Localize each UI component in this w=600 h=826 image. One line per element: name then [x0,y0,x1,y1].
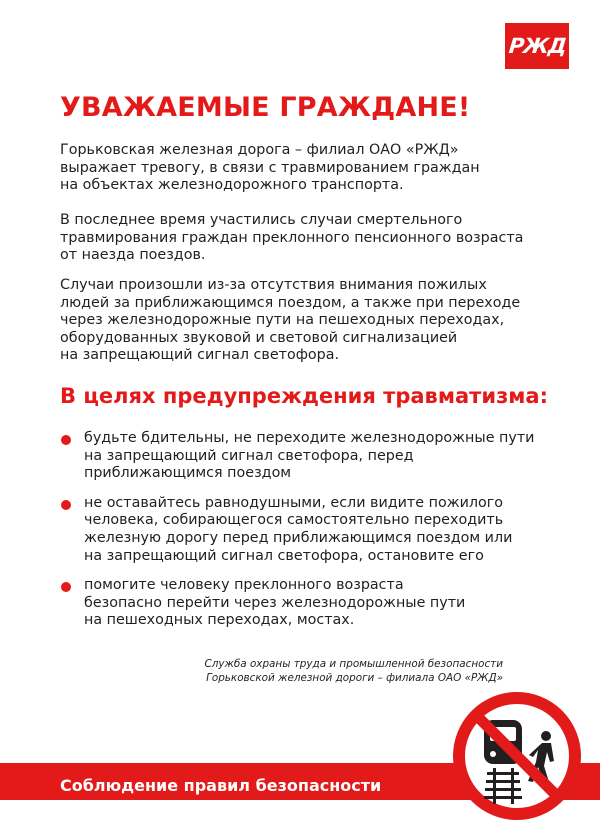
paragraph-line: Случаи произошли из-за отсутствия внимания пожилых [60,277,487,293]
signature-line-2: Горьковской железной дороги – филиала ОАО «РЖД» [206,672,503,684]
rzd-logo [505,23,569,69]
page-title: УВАЖАЕМЫЕ ГРАЖДАНЕ! [60,92,471,123]
footer-text: Соблюдение правил безопасности [60,776,382,795]
tip-line: безопасно перейти через железнодорожные пути [84,594,466,611]
paragraph-line: травмирования граждан преклонного пенсионного возраста [60,229,524,246]
tip-line: приближающимся поездом [84,465,292,482]
intro-paragraph [60,142,540,195]
paragraph-line: В последнее время участились случаи смертельного [60,212,463,228]
causes-paragraph [60,277,540,365]
tip-line: не оставайтесь равнодушными, если видите пожилого [84,494,504,511]
prevention-heading: В целях предупреждения травматизма: [60,384,549,408]
paragraph-line: выражает тревогу, в связи с травмированием граждан [60,159,480,176]
list-item [60,495,540,565]
safety-tips-list [60,430,540,642]
bullet-dot-icon [61,500,71,510]
tip-line: человека, собирающегося самостоятельно переходить [84,512,504,529]
tip-line: на запрещающий сигнал светофора, остановите его [84,547,484,564]
tip-line: помогите человеку преклонного возраста [84,577,404,594]
paragraph-line: от наезда поездов. [60,247,206,264]
tip-line: железную дорогу перед приближающимся поездом или [84,529,513,546]
signature [204,657,503,685]
bullet-dot-icon [61,582,71,592]
tip-line: будьте бдительны, не переходите железнодорожные пути [84,430,535,446]
paragraph-line: Горьковская железная дорога – филиал ОАО «РЖД» [60,142,459,158]
tip-line: на запрещающий сигнал светофора, перед [84,447,414,464]
bullet-dot-icon [61,435,71,445]
rzd-logo-text: РЖД [507,34,567,58]
list-item [60,577,540,630]
paragraph-line: через железнодорожные пути на пешеходных переходах, [60,312,505,329]
tip-line: на пешеходных переходах, мостах. [84,612,355,629]
paragraph-line: людей за приближающимся поездом, а также при переходе [60,294,521,311]
paragraph-line: оборудованных звуковой и световой сигнализацией [60,329,458,346]
paragraph-line: на запрещающий сигнал светофора. [60,347,340,364]
no-crossing-sign-icon [447,686,587,826]
paragraph-line: на объектах железнодорожного транспорта. [60,177,404,194]
signature-line-1: Служба охраны труда и промышленной безопасности [204,658,503,670]
incidents-paragraph [60,212,540,265]
list-item [60,430,540,483]
